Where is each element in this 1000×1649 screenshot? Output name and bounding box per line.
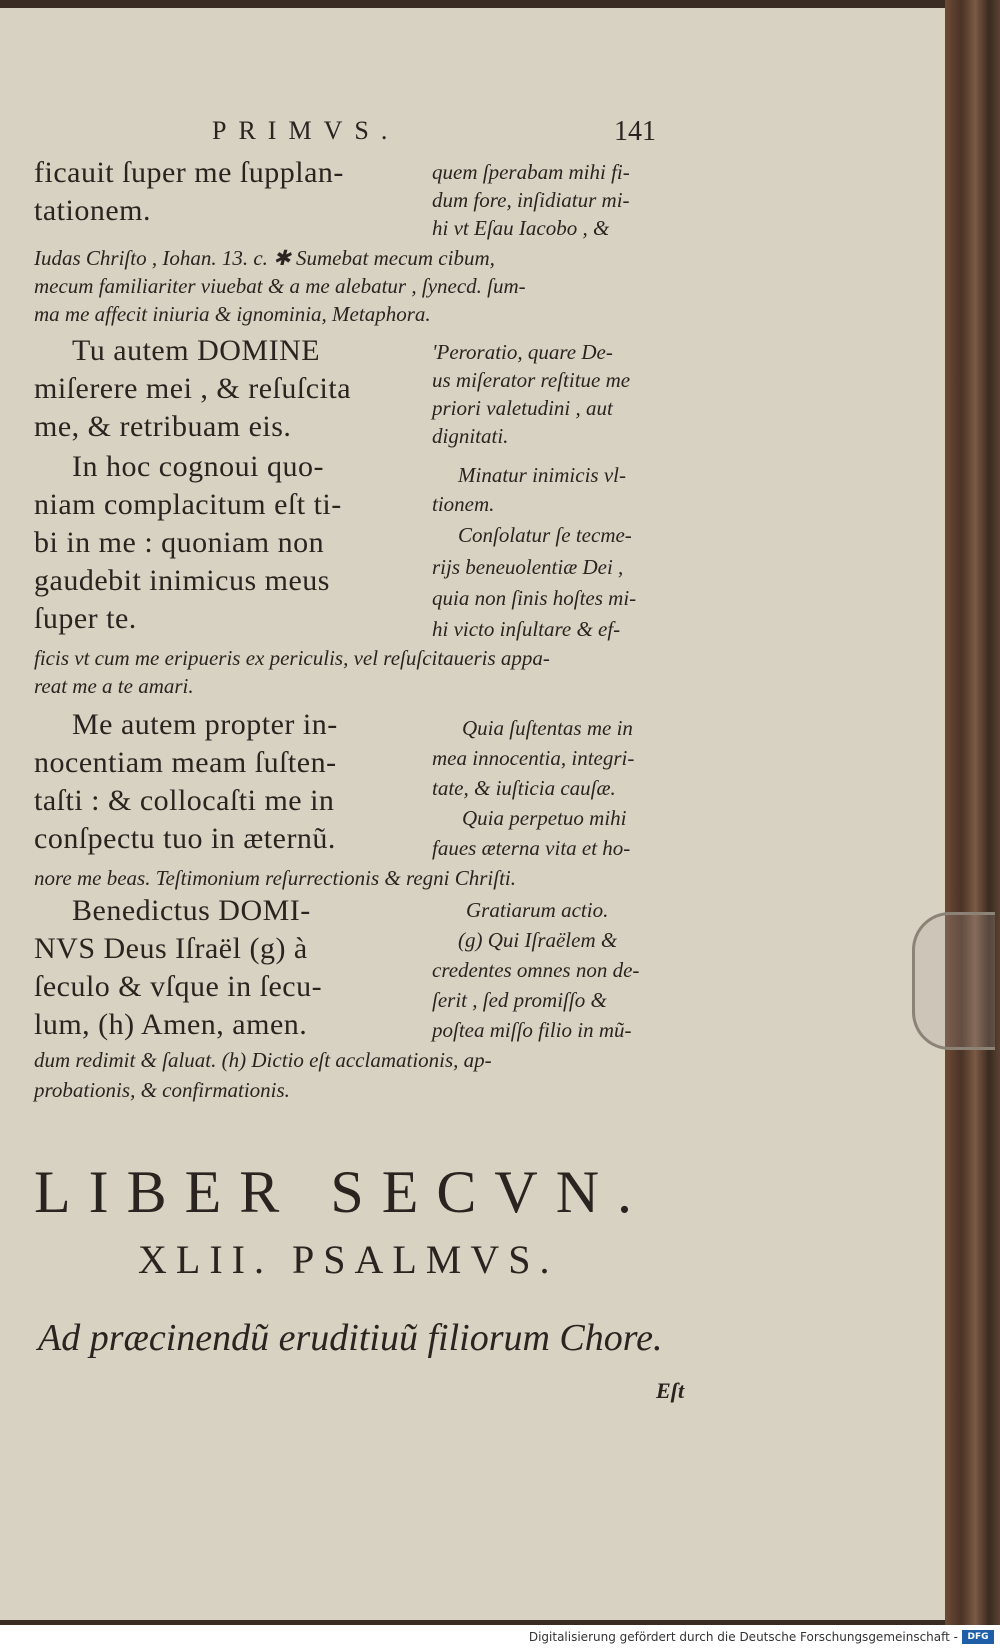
margin-note: 'Peroratio, quare De- (432, 340, 613, 364)
book-edge (945, 0, 1000, 1625)
margin-note: hi victo inſultare & ef- (432, 617, 621, 641)
verse-line: conſpectu tuo in æternũ. (34, 822, 336, 855)
margin-note: Conſolatur ſe tecme- (458, 523, 632, 547)
footnote-line: dum redimit & ſaluat. (h) Dictio eſt acclamationis, ap- (34, 1048, 492, 1072)
margin-note: tate, & iuſticia cauſæ. (432, 776, 616, 800)
verse-line: Tu autem DOMINE (72, 334, 321, 367)
margin-note: dum fore, inſidiatur mi- (432, 188, 630, 212)
verse-line: gaudebit inimicus meus (34, 564, 330, 597)
margin-note: faues æterna vita et ho- (432, 836, 631, 860)
credit-bar (0, 1625, 1000, 1649)
verse-line: lum, (h) Amen, amen. (34, 1008, 308, 1041)
verse-line: In hoc cognoui quo- (72, 450, 324, 483)
verse-line: NVS Deus Iſraël (g) à (34, 932, 308, 965)
verse-line: taſti : & collocaſti me in (34, 784, 335, 817)
margin-note: Quia perpetuo mihi (462, 806, 627, 830)
verse-line: me, & retribuam eis. (34, 410, 292, 443)
folio-number: 141 (614, 116, 656, 147)
verse-line: ſuper te. (34, 602, 137, 635)
credit-text: Digitalisierung gefördert durch die Deutsche Forschungsgemeinschaft - (528, 1630, 958, 1644)
verse-line: nocentiam meam ſuſten- (34, 746, 337, 779)
psalm-subtitle: Ad præcinendũ eruditiuũ filiorum Chore. (38, 1317, 663, 1359)
verse-line: niam complacitum eſt ti- (34, 488, 342, 521)
margin-note: poſtea miſſo filio in mũ- (432, 1018, 632, 1042)
footnote-line: ma me affecit iniuria & ignominia, Metaphora. (34, 302, 431, 326)
verse-line: miſerere mei , & reſuſcita (34, 372, 352, 405)
page-clip (912, 912, 995, 1050)
margin-note: ſerit , ſed promiſſo & (432, 988, 607, 1012)
margin-note: priori valetudini , aut (432, 396, 613, 420)
margin-note: hi vt Eſau Iacobo , & (432, 216, 610, 240)
dfg-logo: DFG (962, 1630, 994, 1644)
verse-line: bi in me : quoniam non (34, 526, 325, 559)
margin-note: quem ſperabam mihi fi- (432, 160, 630, 184)
running-head: PRIMVS. (212, 116, 400, 145)
margin-note: mea innocentia, integri- (432, 746, 635, 770)
margin-note: us miſerator reſtitue me (432, 368, 631, 392)
margin-note: Gratiarum actio. (466, 898, 609, 922)
margin-note: rijs beneuolentiæ Dei , (432, 555, 624, 579)
margin-note: dignitati. (432, 424, 509, 448)
psalm-heading: XLII. PSALMVS. (138, 1237, 559, 1282)
footnote-line: probationis, & confirmationis. (34, 1078, 290, 1102)
verse-line: Me autem propter in- (72, 708, 338, 741)
catchword: Eſt (656, 1378, 685, 1403)
verse-line: tationem. (34, 194, 151, 227)
footnote-line: nore me beas. Teſtimonium reſurrectionis & regni Chriſti. (34, 866, 517, 890)
footnote-line: reat me a te amari. (34, 674, 194, 698)
footnote-line: ficis vt cum me eripueris ex periculis, vel reſuſcitaueris appa- (34, 646, 550, 670)
book-heading: LIBER SECVN. (34, 1159, 651, 1225)
margin-note: quia non ſinis hoſtes mi- (432, 586, 637, 610)
margin-note: Minatur inimicis vl- (458, 463, 626, 487)
verse-line: ficauit ſuper me ſupplan- (34, 156, 344, 189)
book-page (0, 8, 960, 1620)
margin-note: tionem. (432, 492, 495, 516)
verse-line: Benedictus DOMI- (72, 894, 311, 927)
footnote-line: Iudas Chriſto , Iohan. 13. c. ✱ Sumebat mecum cibum, (34, 246, 495, 270)
margin-note: Quia ſuſtentas me in (462, 716, 633, 740)
footnote-line: mecum familiariter viuebat & a me alebatur , ſynecd. ſum- (34, 274, 526, 298)
margin-note: credentes omnes non de- (432, 958, 640, 982)
margin-note: (g) Qui Iſraëlem & (458, 928, 618, 952)
verse-line: ſeculo & vſque in ſecu- (34, 970, 323, 1003)
